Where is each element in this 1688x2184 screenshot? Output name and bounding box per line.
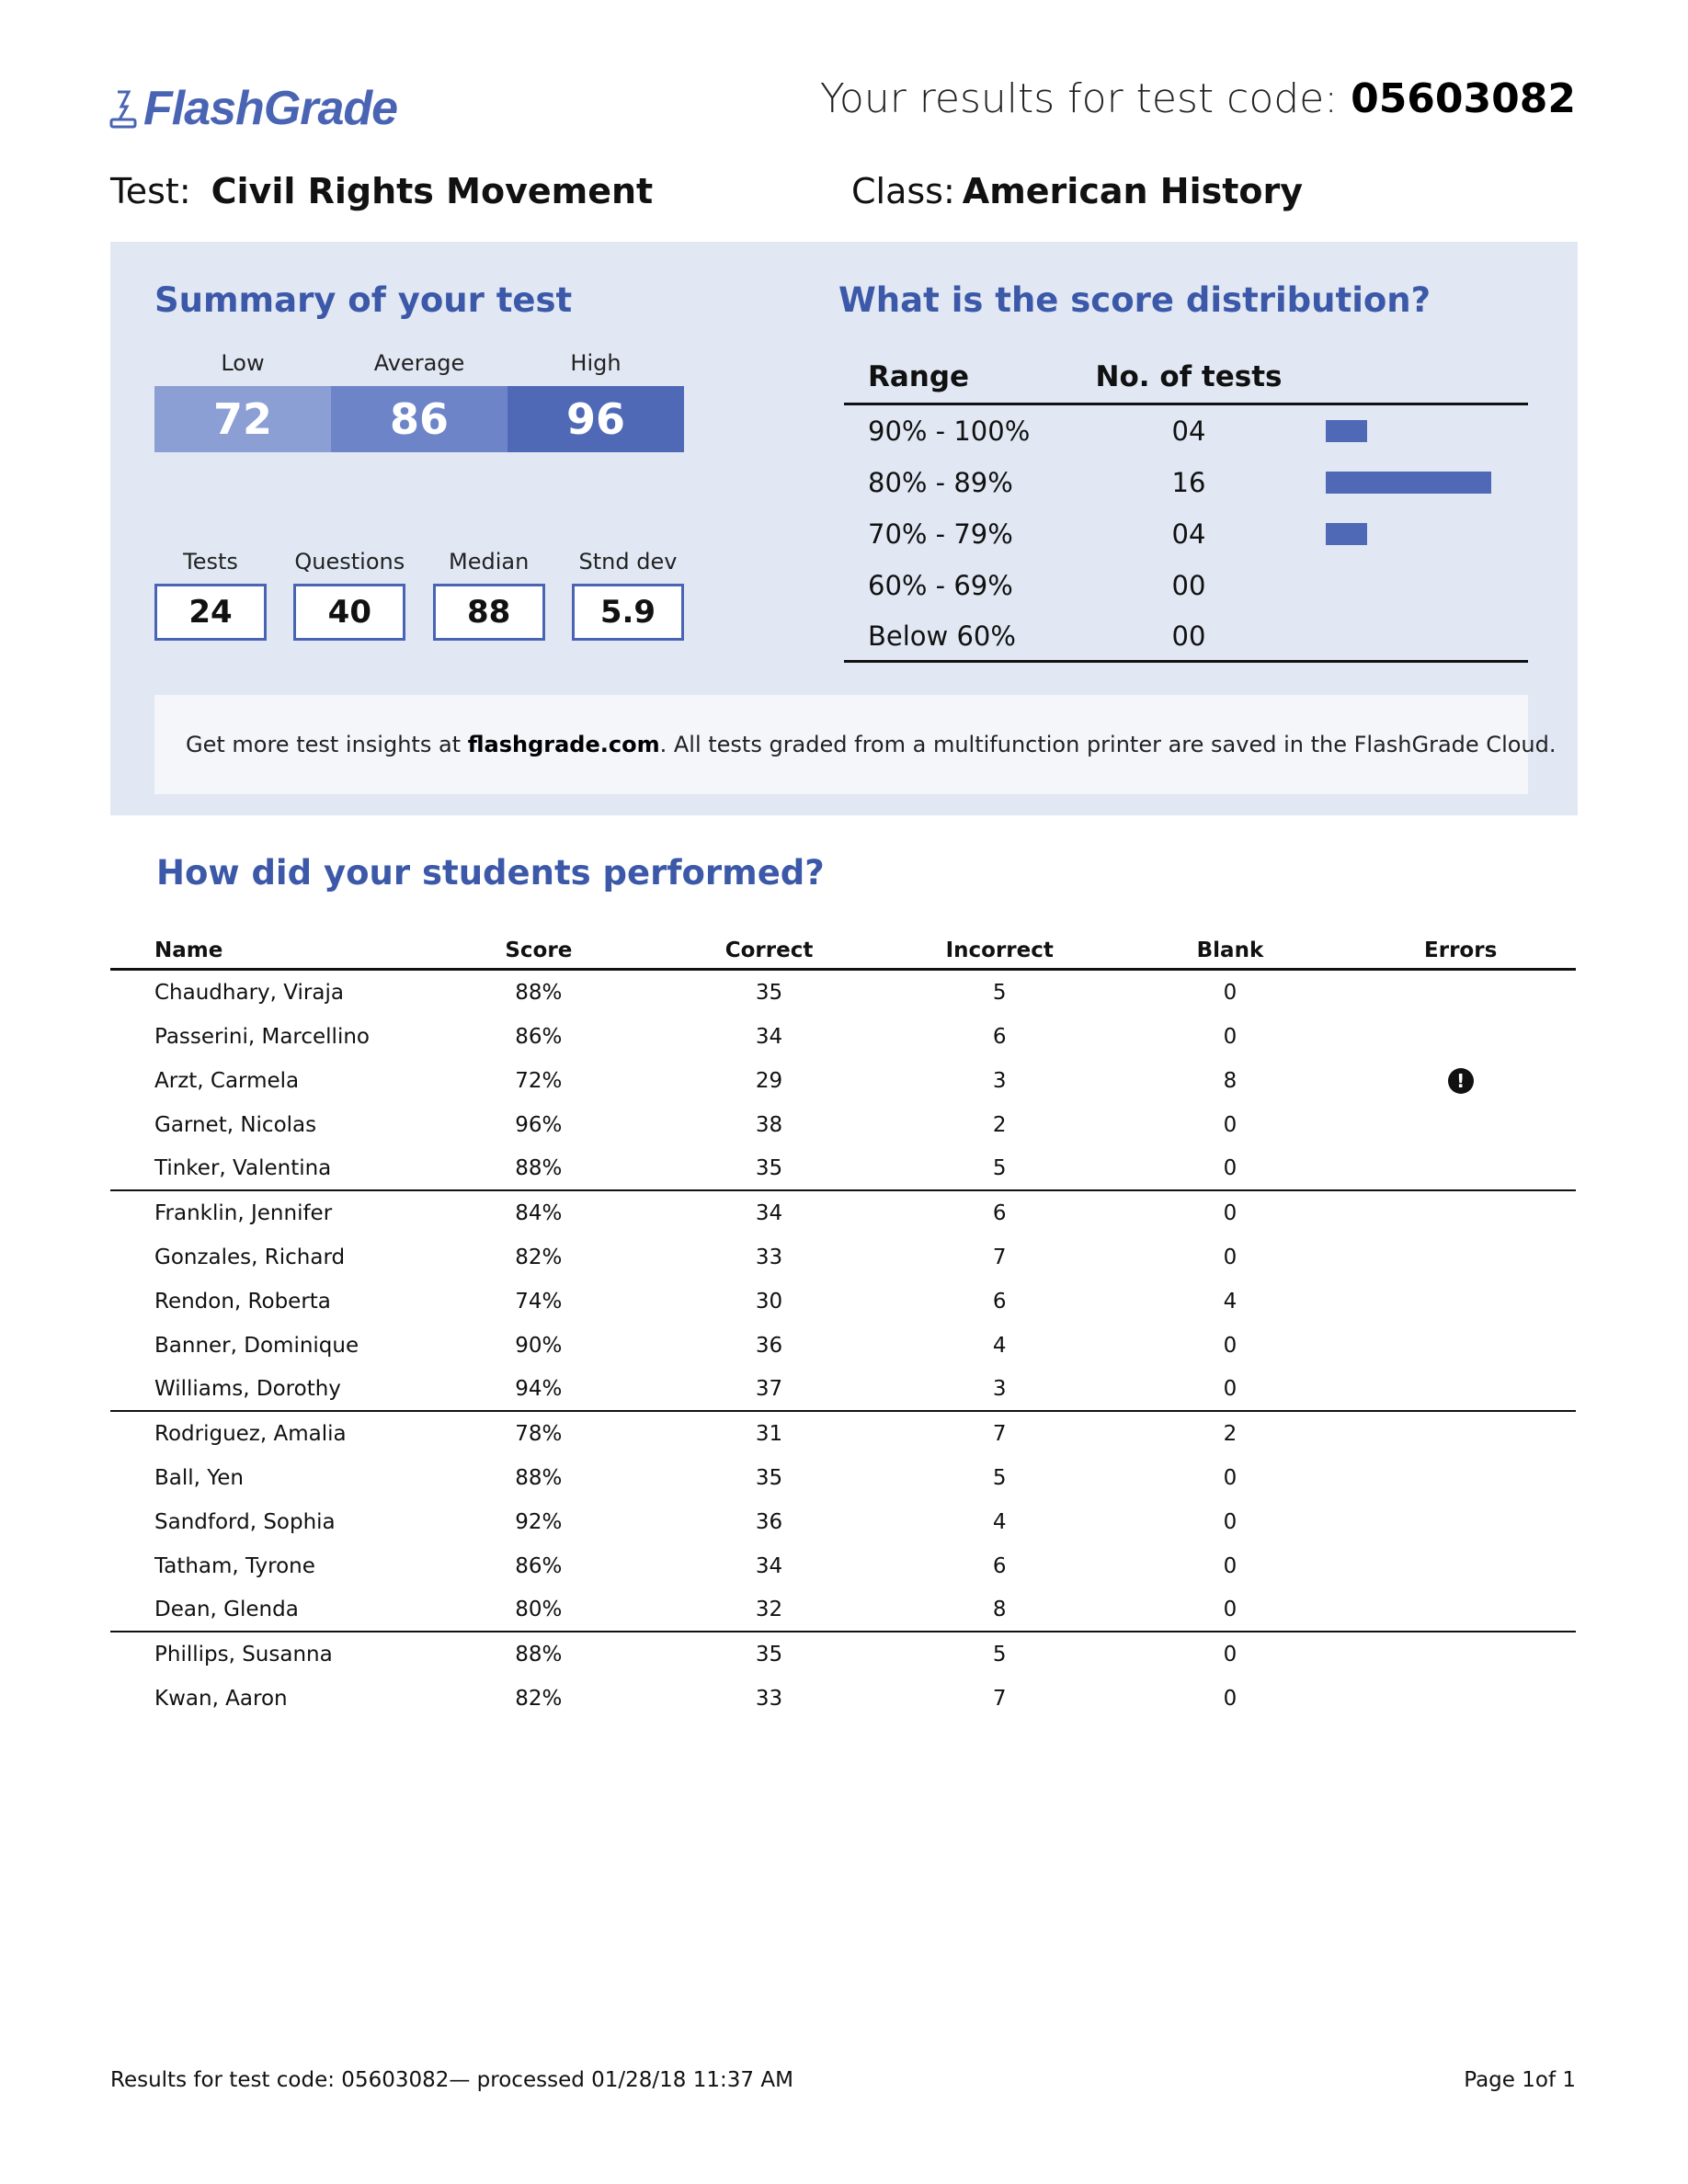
range-bar-track [1304,420,1528,442]
table-row [110,1544,1576,1588]
student-incorrect: 3 [992,1377,1007,1401]
brand-name: FlashGrade [143,82,398,135]
stat-label-questions: Questions [294,549,405,574]
student-blank: 8 [1223,1069,1237,1093]
student-correct: 37 [755,1377,783,1401]
results-label: Your results for test code: [819,75,1339,122]
class-name: American History [962,171,1304,211]
student-blank: 0 [1223,1510,1237,1534]
student-incorrect: 7 [992,1246,1007,1269]
insight-text [186,732,1557,757]
student-incorrect: 6 [992,1201,1007,1225]
student-incorrect: 8 [992,1598,1007,1621]
distribution-header [844,350,1528,405]
student-name: Rendon, Roberta [154,1290,331,1314]
student-incorrect: 6 [992,1290,1007,1314]
table-row [110,1456,1576,1500]
student-correct: 35 [755,1466,783,1490]
distribution-row [844,611,1528,663]
stat-label-tests: Tests [183,549,238,574]
student-name: Arzt, Carmela [154,1069,300,1093]
student-blank: 0 [1223,1377,1237,1401]
student-blank: 0 [1223,1201,1237,1225]
table-row [110,971,1576,1015]
range-column-header: Range [868,359,970,393]
student-correct: 32 [755,1598,783,1621]
table-row [110,1059,1576,1103]
table-row [110,1412,1576,1456]
student-name: Tatham, Tyrone [154,1554,315,1578]
student-score: 90% [515,1334,563,1358]
student-score: 88% [515,981,563,1005]
stat-value-stnd-dev: 5.9 [572,584,684,641]
students-table [110,932,1576,1721]
student-score: 78% [515,1422,563,1446]
table-body [110,971,1576,1721]
table-row [110,1103,1576,1147]
range-bar-track [1304,523,1528,545]
summary-panel [110,242,1578,815]
student-blank: 0 [1223,1643,1237,1666]
footer-page-number: Page 1of 1 [1464,2068,1576,2092]
student-score: 86% [515,1025,563,1049]
student-name: Ball, Yen [154,1466,244,1490]
stat-value-median: 88 [433,584,545,641]
student-score: 84% [515,1201,563,1225]
student-score: 96% [515,1113,563,1137]
test-code: 05603082 [1351,75,1576,122]
student-incorrect: 2 [992,1113,1007,1137]
footer-processed-info: Results for test code: 05603082— processed 01/28/18 11:37 AM [110,2068,793,2092]
errors-column-header: Errors [1424,938,1498,962]
class-name-line [851,171,1303,211]
incorrect-column-header: Incorrect [945,938,1054,962]
high-score: 96 [508,386,684,452]
student-correct: 36 [755,1334,783,1358]
score-range-bar [154,386,684,452]
test-label: Test: [110,171,191,211]
stat-label-median: Median [449,549,530,574]
student-incorrect: 6 [992,1554,1007,1578]
student-score: 82% [515,1687,563,1711]
brand-logo [108,81,397,136]
student-name: Passerini, Marcellino [154,1025,370,1049]
distribution-title: What is the score distribution? [838,280,1431,320]
student-name: Phillips, Susanna [154,1643,333,1666]
range-count: 04 [1171,415,1206,447]
student-blank: 0 [1223,1334,1237,1358]
correct-column-header: Correct [724,938,814,962]
student-score: 82% [515,1246,563,1269]
student-name: Tinker, Valentina [154,1156,332,1180]
average-score: 86 [331,386,508,452]
exclamation-circle-icon[interactable]: ! [1448,1068,1474,1094]
student-blank: 0 [1223,1156,1237,1180]
student-score: 88% [515,1156,563,1180]
student-blank: 0 [1223,1554,1237,1578]
stats-labels [154,549,684,574]
class-label: Class: [851,171,955,211]
student-blank: 4 [1223,1290,1237,1314]
student-correct: 35 [755,1156,783,1180]
student-score: 86% [515,1554,563,1578]
summary-title: Summary of your test [154,280,573,320]
student-incorrect: 3 [992,1069,1007,1093]
range-label: 90% - 100% [868,415,1031,447]
student-incorrect: 5 [992,981,1007,1005]
insight-prefix: Get more test insights at [186,732,462,757]
student-name: Garnet, Nicolas [154,1113,317,1137]
student-errors [1345,1068,1576,1094]
table-row [110,1368,1576,1412]
range-count: 00 [1171,570,1206,601]
range-bar-track [1304,472,1528,494]
range-label: Below 60% [868,620,1016,652]
range-bar [1326,420,1367,442]
distribution-row [844,560,1528,611]
student-score: 80% [515,1598,563,1621]
student-correct: 35 [755,1643,783,1666]
performance-title: How did your students performed? [156,853,825,893]
table-row [110,1280,1576,1324]
range-bar-track [1304,574,1528,597]
student-blank: 2 [1223,1422,1237,1446]
student-incorrect: 5 [992,1643,1007,1666]
student-score: 88% [515,1466,563,1490]
range-label: 70% - 79% [868,518,1013,550]
table-row [110,1632,1576,1677]
student-name: Gonzales, Richard [154,1246,346,1269]
range-count: 16 [1171,467,1206,498]
student-correct: 36 [755,1510,783,1534]
student-incorrect: 7 [992,1687,1007,1711]
table-row [110,1677,1576,1721]
student-correct: 29 [755,1069,783,1093]
distribution-rows [844,405,1528,663]
student-incorrect: 7 [992,1422,1007,1446]
range-bar [1326,523,1367,545]
insight-banner [154,695,1557,794]
student-incorrect: 5 [992,1156,1007,1180]
table-row [110,1324,1576,1368]
student-incorrect: 4 [992,1334,1007,1358]
student-name: Rodriguez, Amalia [154,1422,347,1446]
student-blank: 0 [1223,1246,1237,1269]
name-column-header: Name [154,938,223,962]
student-name: Franklin, Jennifer [154,1201,333,1225]
student-blank: 0 [1223,1687,1237,1711]
stat-value-tests: 24 [154,584,267,641]
range-bar [1326,472,1491,494]
low-label: Low [221,350,265,376]
student-correct: 34 [755,1554,783,1578]
table-row [110,1235,1576,1280]
table-header [110,932,1576,971]
student-score: 74% [515,1290,563,1314]
student-correct: 33 [755,1246,783,1269]
student-blank: 0 [1223,1025,1237,1049]
student-blank: 0 [1223,1113,1237,1137]
student-score: 94% [515,1377,563,1401]
student-correct: 30 [755,1290,783,1314]
average-label: Average [373,350,465,376]
distribution-table [844,350,1528,663]
stats-boxes [154,584,684,641]
blank-column-header: Blank [1196,938,1264,962]
student-incorrect: 6 [992,1025,1007,1049]
student-name: Dean, Glenda [154,1598,299,1621]
range-count: 04 [1171,518,1206,550]
insight-suffix: . All tests graded from a multifunction printer are saved in the FlashGrade Cloud. [659,732,1557,757]
distribution-row [844,457,1528,508]
student-correct: 35 [755,981,783,1005]
student-incorrect: 4 [992,1510,1007,1534]
student-correct: 33 [755,1687,783,1711]
score-column-header: Score [505,938,573,962]
distribution-row [844,508,1528,560]
student-correct: 38 [755,1113,783,1137]
student-name: Chaudhary, Viraja [154,981,344,1005]
student-blank: 0 [1223,1466,1237,1490]
count-column-header: No. of tests [1095,359,1283,393]
student-correct: 34 [755,1201,783,1225]
student-blank: 0 [1223,1598,1237,1621]
student-name: Sandford, Sophia [154,1510,336,1534]
low-score: 72 [154,386,331,452]
student-correct: 34 [755,1025,783,1049]
table-row [110,1147,1576,1191]
range-label: 60% - 69% [868,570,1013,601]
student-correct: 31 [755,1422,783,1446]
student-name: Banner, Dominique [154,1334,359,1358]
student-score: 88% [515,1643,563,1666]
stat-value-questions: 40 [293,584,405,641]
student-score: 72% [515,1069,563,1093]
range-count: 00 [1171,620,1206,652]
table-row [110,1015,1576,1059]
test-name: Civil Rights Movement [211,171,654,211]
joystick-icon [108,86,138,131]
table-row [110,1191,1576,1235]
student-blank: 0 [1223,981,1237,1005]
test-name-line [110,171,653,211]
table-row [110,1588,1576,1632]
range-label: 80% - 89% [868,467,1013,498]
student-name: Kwan, Aaron [154,1687,288,1711]
student-score: 92% [515,1510,563,1534]
distribution-row [844,405,1528,457]
table-row [110,1500,1576,1544]
student-incorrect: 5 [992,1466,1007,1490]
header-test-code [820,75,1576,122]
score-range-labels [154,350,684,376]
high-label: High [570,350,622,376]
insight-link[interactable]: flashgrade.com [467,732,660,757]
student-name: Williams, Dorothy [154,1377,341,1401]
range-bar-track [1304,625,1528,647]
stat-label-stnd-dev: Stnd dev [578,549,678,574]
